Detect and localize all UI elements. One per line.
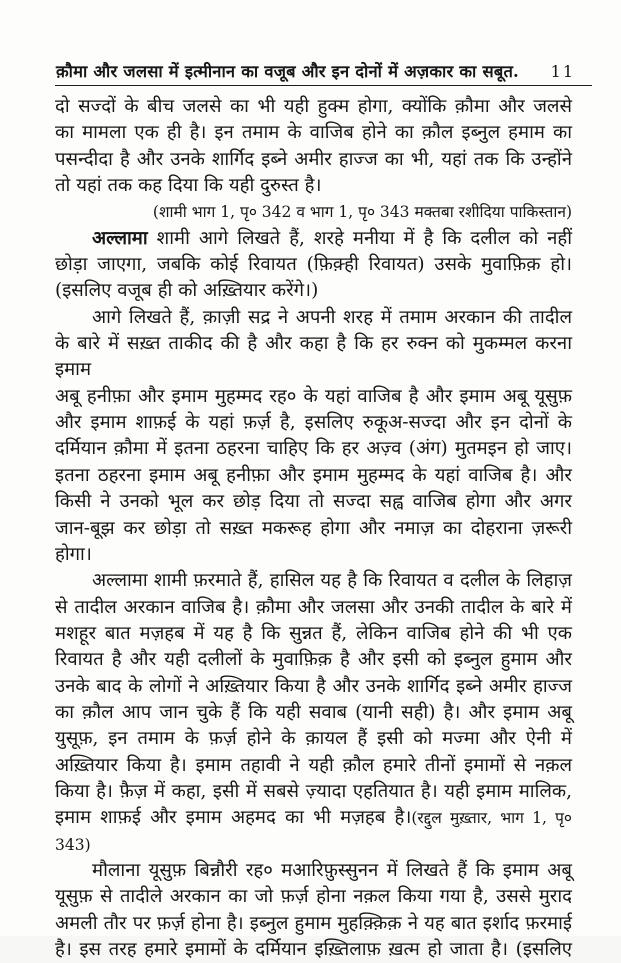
text-line: अमली तौर पर फ़र्ज़ होना है। इब्नुल हुमाम मुहक़्क़िक़ ने यह बात इर्शाद फ़रमाई [55,912,572,934]
line-text: शामी आगे लिखते हैं, शरहे मनीया में है कि दलील को नहीं [147,227,572,249]
text-line: जान-बूझ कर छोड़ा तो सख़्त मकरूह होगा और नमाज़ का दोहराना ज़रूरी होगा। [55,517,572,565]
text-line: आगे लिखते हैं, क़ाज़ी सद्र ने अपनी शरह में तमाम अरकान की तादील [92,306,572,328]
text-line: किया है। फ़ैज़ में कहा, इसी में सबसे ज़्यादा एहतियात है। यही इमाम मालिक, [55,780,572,802]
text-line: का मामला एक ही है। इन तमाम के वाजिब होने का क़ौल इब्नुल हमाम का [55,122,572,144]
text-line: (इसलिए वजूब ही को अख़्तियार करेंगे।) [55,280,319,302]
text-line: उनके बाद के लोगों ने अख़्तियार किया है और उनके शार्गिद इब्ने अमीर हाज्ज [55,675,572,697]
text-line: किसी ने उनको भूल कर छोड़ दिया तो सज्दा सह्व वाजिब होगा और अगर [55,491,572,513]
inline-citation: (रद्दुल मुख़्तार, भाग 1, पृ० 343) [55,809,572,854]
text-line: अल्लामा शामी फ़रमाते हैं, हासिल यह है कि रिवायत व दलील के लिहाज़ [92,570,572,592]
running-header-title: क़ौमा और जलसा में इत्मीनान का वजूब और इन दोनों में अज़कार का सबूत. [56,62,519,81]
reference-line: (शामी भाग 1, पृ० 342 व भाग 1, पृ० 343 मक्तबा रशीदिया पाकिस्तान) [152,203,572,222]
text-line: छोड़ा जाएगा, जबकि कोई रिवायत (फ़िक़्ही रिवायत) उसके मुवाफ़िक़ हो। [55,254,572,276]
text-line: मशहूर बात मज़हब में यह है कि सुन्नत हैं, लेकिन वाजिब होने की भी एक [55,622,572,644]
text-line: है। इस तरह हमारे इमामों के दर्मियान इख़्तिलाफ़ ख़त्म हो जाता है। (इसलिए [55,939,572,960]
text-line: यूसुफ़ से तादीले अरकान का जो फ़र्ज़ होना नक़ल किया गया है, उससे मुराद [55,886,572,908]
page-number: 11 [550,62,575,81]
body-text [55,94,572,963]
text-line [55,805,572,858]
text-line: दर्मियान क़ौमा में इतना ठहरना चाहिए कि हर अज़्व (अंग) मुतमइन हो जाए। [55,438,572,460]
text-line: पसन्दीदा है और उनके शार्गिद इब्ने अमीर हाज्ज का भी, यहां तक कि उन्होंने [55,148,572,170]
text-line: युसूफ़, इन तमाम के फ़र्ज़ होने के क़ायल हैं इसी को मज्मा और ऐनी में [55,728,572,750]
text-line: रिवायत है और यही दलीलों के मुवाफ़िक़ है और इसी को इब्नुल हुमाम और [55,649,572,671]
text-line: अबू हनीफ़ा और इमाम मुहम्मद रह० के यहां वाजिब है और इमाम अबू यूसुफ़ [55,385,572,407]
text-line [55,226,572,252]
text-line: दो सज्दों के बीच जलसे का भी यही हुक्म होगा, क्योंकि क़ौमा और जलसे [55,96,572,117]
bold-lead-word: अल्लामा [92,227,148,249]
page-header [56,59,575,82]
text-line: से तादील अरकान वाजिब है। क़ौमा और जलसा और उनकी तादील के बारे में [55,596,572,618]
text-line: के बारे में सख़्त ताकीद की है और कहा है कि हर रुक्न को मुकम्मल करना इमाम [55,333,572,381]
text-line: मौलाना यूसुफ़ बिन्नौरी रह० मआरिफ़ुस्सुनन में लिखते हैं कि इमाम अबू [92,859,572,881]
text-line: इतना ठहरना इमाम अबू हनीफ़ा और इमाम मुहम्मद के यहां वाजिब है। और [55,464,572,486]
text-line: और इमाम शाफ़ई के यहां फ़र्ज़ है, इसलिए रुकूअ-सज्दा और इन दोनों के [55,412,572,434]
header-rule [55,85,592,86]
text-line: का क़ौल आप जान चुके हैं कि यही सवाब (यानी सही) है। और इमाम अबू [55,701,572,723]
line-text: इमाम शाफ़ई और इमाम अहमद का भी मज़हब है। [55,807,412,829]
text-line: अख़्तियार किया है। इमाम तहावी ने यही क़ौल हमारे तीनों इमामों से नक़ल [55,754,572,776]
text-line: तो यहां तक कह दिया कि यही दुरुस्त है। [55,175,322,197]
